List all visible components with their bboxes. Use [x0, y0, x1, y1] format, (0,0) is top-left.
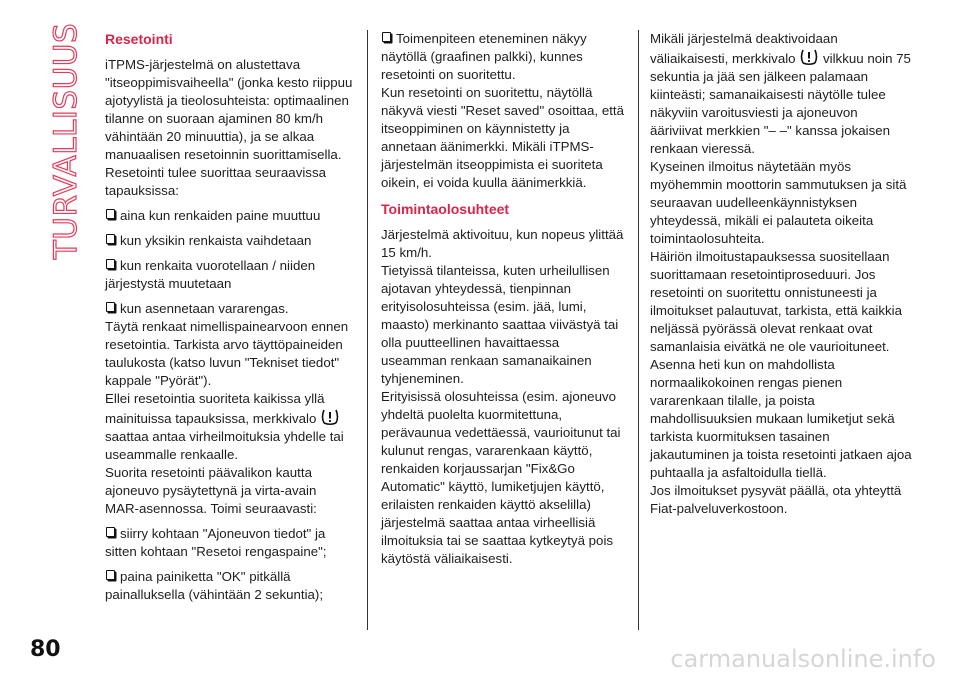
paragraph: Täytä renkaat nimellispainearvoon ennen resetointia. Tarkista arvo täyttöpaineiden taulukosta (katso luvun "Tekniset tiedot" kappale "Pyörät"). [105, 319, 349, 388]
heading-resetointi: Resetointi [105, 31, 173, 47]
page-number: 80 [30, 637, 61, 662]
column-divider [638, 30, 639, 630]
paragraph: Erityisissä olosuhteissa (esim. ajoneuvo yhdeltä puolelta kuormitettuna, perävaunua vedettäessä, vaurioitunut tai kulunut rengas, vararenkaan käyttö, renkaiden korjaussarjan "Fix&Go Automatic" käyttö, lumiketjujen käyttö, erilaisten renkaiden käyttö akselilla) järjestelmä saattaa antaa virheellisiä ilmoituksia tai se saattaa kytkeytyä pois käytöstä väliaikaisesti. [381, 389, 621, 566]
paragraph: Jos ilmoitukset pysyvät päällä, ota yhteyttä Fiat-palveluverkostoon. [650, 483, 902, 516]
paragraph: Häiriön ilmoitustapauksessa suositellaan suorittamaan resetointiproseduuri. Jos resetointi on suoritettu onnistuneesti ja ilmoitukset palautuvat, tarkista, että kaikkia neljässä pyörässä olevat renkaat ovat samanlaisia eivätkä ne ole vaurioituneet. [650, 249, 903, 354]
checkbox-bullet-icon [105, 570, 117, 582]
bullet-item [105, 207, 353, 225]
paragraph: iTPMS-järjestelmä on alustettava "itseoppimisvaiheella" (jonka kesto riippuu ajotyylistä ja tieolosuhteista: optimaalinen tilanne on suoraan ajaminen 80 km/h vähintään 20 minuuttia), ja se alkaa manuaalisen resetoinnin suorittamisella. [105, 57, 353, 162]
checkbox-bullet-icon [105, 527, 117, 539]
checkbox-bullet-icon [381, 32, 393, 44]
paragraph: Tietyissä tilanteissa, kuten urheilullisen ajotavan yhteydessä, tienpinnan erityisolosuhteissa (esim. jää, lumi, maasto) merkinanto saattaa viivästyä tai olla puutteellinen havaittaessa useamman renkaan samanaikainen tyhjeneminen. [381, 263, 619, 386]
paragraph: Kyseinen ilmoitus näytetään myös myöhemmin moottorin sammutuksen ja sitä seuraavan uudelleenkäynnistyksen yhteydessä, mikäli ei palauteta oikeita toimintaolosuhteita. [650, 159, 907, 246]
paragraph: Resetointi tulee suorittaa seuraavissa tapauksissa: [105, 165, 326, 198]
paragraph [650, 30, 912, 158]
paragraph: Järjestelmä aktivoituu, kun nopeus ylittää 15 km/h. [381, 227, 624, 260]
bullet-text: paina painiketta "OK" pitkällä painalluksella (vähintään 2 sekuntia); [105, 569, 324, 602]
column-divider [367, 30, 368, 630]
bullet-text: kun renkaita vuorotellaan / niiden järjestystä muutetaan [105, 258, 316, 291]
bullet-item [105, 525, 353, 561]
bullet-text: kun yksikin renkaista vaihdetaan [120, 233, 312, 248]
bullet-text: Toimenpiteen eteneminen näkyy näytöllä (graafinen palkki), kunnes resetointi on suoritettu. [381, 31, 587, 82]
paragraph-text: saattaa antaa virheilmoituksia yhdelle tai useammalle renkaalle. [105, 429, 344, 462]
tire-pressure-warning-icon [320, 408, 340, 426]
column-1 [105, 30, 353, 611]
column-2 [381, 30, 628, 575]
column-3 [650, 30, 912, 525]
section-title-text: TURVALLISUUS [48, 22, 84, 260]
checkbox-bullet-icon [105, 234, 117, 246]
paragraph: Suorita resetointi päävalikon kautta ajoneuvo pysäytettynä ja virta-avain MAR-asennossa. Toimi seuraavasti: [105, 465, 317, 516]
bullet-text: aina kun renkaiden paine muuttuu [120, 208, 321, 223]
bullet-text: kun asennetaan vararengas. [120, 301, 289, 316]
bullet-item [105, 257, 353, 293]
paragraph [105, 390, 353, 464]
paragraph: Asenna heti kun on mahdollista normaalikokoinen rengas pienen vararenkaan tilalle, ja poista mahdollisuuksien mukaan lumiketjut sekä tarkista kuormituksen tasainen jakautuminen ja toista resetointi jatkaen ajoa puhtaalla ja asfaltoidulla tiellä. [650, 357, 912, 480]
checkbox-bullet-icon [105, 259, 117, 271]
bullet-item [105, 232, 353, 250]
heading-toimintaolosuhteet: Toimintaolosuhteet [381, 201, 510, 217]
bullet-text: siirry kohtaan "Ajoneuvon tiedot" ja sitten kohtaan "Resetoi rengaspaine"; [105, 526, 327, 559]
paragraph-text: Ellei resetointia suoriteta kaikissa yllä mainituissa tapauksissa, merkkivalo [105, 391, 325, 426]
bullet-item [105, 568, 353, 604]
paragraph: Kun resetointi on suoritettu, näytöllä näkyvä viesti "Reset saved" osoittaa, että itseoppiminen on käynnistetty ja annetaan äänimerkki. Mikäli iTPMS-järjestelmän itseoppimista ei suoriteta oikein, ei voida kuulla äänimerkkiä. [381, 85, 624, 190]
checkbox-bullet-icon [105, 302, 117, 314]
paragraph-text: Mikäli järjestelmä deaktivoidaan väliaikaisesti, merkkivalo [650, 31, 838, 66]
tire-pressure-warning-icon [799, 48, 819, 66]
bullet-item [381, 30, 628, 84]
watermark: carmanualsonline.info [670, 645, 936, 673]
checkbox-bullet-icon [105, 209, 117, 221]
bullet-item [105, 300, 353, 318]
paragraph-text: vilkkuu noin 75 sekuntia ja jää sen jälkeen palamaan kiinteästi; samanaikaisesti näytölle tulee näkyviin varoitusviesti ja ajoneuvon ääriviivat merkkien "– –" kanssa jokaisen renkaan vieressä. [650, 51, 911, 156]
section-title [36, 22, 96, 260]
